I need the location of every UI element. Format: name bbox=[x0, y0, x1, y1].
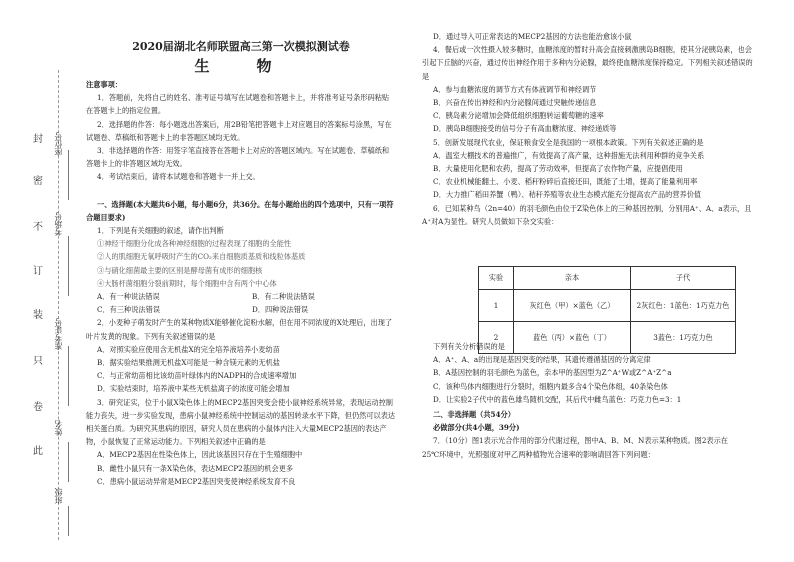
table-header: 亲本 bbox=[514, 267, 631, 290]
q6-option: D．让实验2子代中的蓝色雄鸟随机交配，其后代中雌鸟蓝色：巧克力色=3：1 bbox=[433, 394, 682, 404]
margin-char: 此 bbox=[33, 446, 43, 457]
table-header: 子代 bbox=[631, 267, 736, 290]
table-header: 实验 bbox=[479, 267, 514, 290]
note-item: 3．非选择题的作答：用签字笔直接答在答题卡上对应的答题区域内。写在试题卷、草稿纸和答题卡上的非答题区域均无效。 bbox=[86, 146, 390, 169]
table-cell: 蓝色（丙）×蓝色（丁） bbox=[514, 322, 631, 354]
q7-stem-continued: 25℃环境中，光照强度对甲乙两种植物光合速率的影响请回答下列问题： bbox=[422, 449, 655, 459]
q6-stem: 6．已知某种鸟（2n=40）的羽毛颜色由位于Z染色体上的三种基因控制，分别用A⁺、A、a表示，且A⁺对A为显性。研究人员做如下杂交实验： bbox=[422, 203, 752, 226]
note-item: 2．选择题的作答：每小题选出答案后，用2B铅笔把答题卡上对应题目的答案标号涂黑，写在试题卷、草稿纸和答题卡上的非答题区域均无效。 bbox=[86, 119, 392, 142]
q2-option: D．实验结束时，培养液中某些无机盐离子的浓度可能会增加 bbox=[97, 384, 290, 394]
q2-option: C．与正常幼苗相比该幼苗叶绿体内的NADPH的合成速率增加 bbox=[97, 371, 297, 381]
q4-option: D．胰岛B细胞接受的信号分子有高血糖浓度、神经递质等 bbox=[433, 124, 617, 134]
name-field: 姓名 bbox=[54, 420, 63, 436]
q3-option-d: D．通过导入可正常表达的MECP2基因的方法也能治愈该小鼠 bbox=[433, 32, 632, 41]
q4-option: B．兴奋在传出神经和内分泌腺间通过突触传递信息 bbox=[433, 98, 597, 108]
q6-after: 下列有关分析错误的是 bbox=[433, 342, 505, 351]
right-column-lower bbox=[422, 340, 757, 461]
fill-line bbox=[68, 506, 69, 536]
q1-option-c: C．有三种说法错误 bbox=[97, 305, 161, 315]
table-cell: 3蓝色：1巧克力色 bbox=[631, 322, 736, 354]
fill-line bbox=[68, 442, 69, 482]
notes-heading: 注意事项： bbox=[86, 80, 122, 89]
admission-number-field: 准考证号 bbox=[54, 318, 63, 350]
table-row bbox=[479, 290, 736, 322]
class-field: 班级 bbox=[54, 488, 63, 504]
q5-option: D．大力推广稻田养蟹（鸭）、秸秆养殖等农业生态模式能充分提高农产品的营养价值 bbox=[433, 190, 702, 200]
margin-char: 不 bbox=[33, 222, 43, 233]
q3-option: C．患病小鼠运动异常是MECP2基因突变使神经系统发育不良 bbox=[97, 476, 296, 486]
q3-option: A．MECP2基因在性染色体上，因此该基因只存在于生殖细胞中 bbox=[97, 450, 303, 460]
q6-option: A．A⁺、A、a的出现是基因突变的结果，其遗传遵循基因的分离定律 bbox=[433, 355, 651, 365]
q1-options-row bbox=[86, 303, 396, 316]
margin-char: 卷 bbox=[33, 402, 43, 413]
binding-margin bbox=[0, 0, 80, 562]
margin-char: 订 bbox=[33, 266, 43, 277]
q1-options-row bbox=[86, 290, 396, 303]
margin-char: 封 bbox=[33, 134, 43, 145]
table-header-row bbox=[479, 267, 736, 290]
table-cell: 2 bbox=[479, 322, 514, 354]
margin-char: 装 bbox=[33, 310, 43, 321]
q2-option: B．据实验结果推测无机盐X可能是一种含镁元素的无机盐 bbox=[97, 358, 280, 368]
exam-room-field: 考场号 bbox=[54, 212, 63, 236]
q3-option: B．雌性小鼠只有一条X染色体，表达MECP2基因的机会更多 bbox=[97, 463, 294, 473]
note-item: 4．考试结束后，请将本试题卷和答题卡一并上交。 bbox=[97, 172, 260, 182]
q1-option-d: D．四种说法错误 bbox=[252, 305, 309, 315]
fill-line bbox=[68, 150, 69, 200]
fill-line bbox=[68, 346, 69, 406]
fill-line bbox=[68, 236, 69, 296]
q1-statement: ③与硝化细菌最主要的区别是酵母菌有成形的细胞核 bbox=[97, 265, 263, 275]
q1-option-a: A．有一种说法错误 bbox=[97, 292, 160, 302]
q5-option: B．大量使用化肥和农药，提高了劳动效率，但提高了农作物产量，应提倡使用 bbox=[433, 164, 683, 174]
q1-stem: 1．下列是有关细胞的叙述，请作出判断 bbox=[97, 226, 224, 236]
q1-statement: ②人的肌细胞无氧呼吸时产生的CO₂来自细胞质基质和线粒体基质 bbox=[97, 252, 306, 262]
q1-statement: ④大肠杆菌细胞分裂前期时，每个细胞中含有两个中心体 bbox=[97, 278, 277, 288]
subject-title: 生 物 bbox=[194, 57, 288, 75]
q6-option: C．该种鸟体内细胞进行分裂时，细胞内最多含4个染色体组，40条染色体 bbox=[433, 381, 668, 391]
left-column bbox=[86, 78, 396, 488]
note-item: 1．答题前，先将自己的姓名、准考证号填写在试题卷和答题卡上，并将准考证号条形码粘贴在答题卡上的指定位置。 bbox=[86, 93, 390, 116]
q3-stem: 3．研究证实，位于小鼠X染色体上的MECP2基因突变会使小鼠神经系统异常，表现运动控制能力丧失，进一步实验发现，患病小鼠神经系统中控制运动的基因转录水平下降，但仍然可以表达相关蛋白质。为研究其患病的原因，研究人员在患病的小鼠体内注入大量MECP2基因的表达产物，小鼠恢复了正常运动能力。下列相关叙述中正确的是 bbox=[86, 397, 396, 447]
table-cell: 2灰红色：1蓝色：1巧克力色 bbox=[631, 290, 736, 322]
table-cell: 1 bbox=[479, 290, 514, 322]
margin-char: 只 bbox=[33, 356, 43, 367]
margin-char: 密 bbox=[33, 176, 43, 187]
q2-stem: 2．小麦种子萌发时产生的某种物质X能够催化淀粉水解，但在用不同浓度的X处理后，出现了叶片发黄的现象。下列有关叙述错误的是 bbox=[86, 318, 393, 341]
section1-heading: 一、选择题(本大题共6小题，每小题6分，共36分。在每小题给出的四个选项中，只有一项符合题目要求) bbox=[86, 199, 394, 222]
q5-stem: 5．创新发展现代农业，保证粮食安全是我国的一项根本政策。下列有关叙述正确的是 bbox=[433, 137, 704, 147]
q7-stem: 7．（10分）图1表示光合作用的部分代谢过程，图中A、B、M、N表示某种物质。图2表示在 bbox=[433, 436, 728, 446]
right-column bbox=[422, 30, 757, 228]
exam-title: 2020届湖北名师联盟高三第一次模拟测试卷 bbox=[132, 40, 350, 53]
q5-option: A．温室大棚技术的普遍推广，有效提高了高产量，这种措施无法利用种群的竞争关系 bbox=[433, 150, 705, 160]
q1-option-b: B．有二种说法错误 bbox=[252, 292, 315, 302]
q4-option: C．胰岛素分泌增加会降低组织细胞转运葡萄糖的速率 bbox=[433, 111, 604, 121]
q5-option: C．农业机械能翻土、小麦、稻秆粉碎后直接还田，既能了土增，提高了能量利用率 bbox=[433, 177, 698, 187]
q6-option: B．A基因控制的羽毛颜色为蓝色，亲本甲的基因型为Z^A⁺W或Z^A⁺Z^a bbox=[433, 368, 672, 378]
q4-stem: 4．餐后或一次性摄入较多糖时，血糖浓度的暂时升高会直接刺激胰岛B细胞，使其分泌胰岛素，也会引起下丘脑的兴奋，通过传出神经作用于多种内分泌腺，最终使血糖浓度保持稳定。下列相关叙述错误的是 bbox=[422, 45, 753, 81]
table-cell: 灰红色（甲）×蓝色（乙） bbox=[514, 290, 631, 322]
q2-option: A．对照实验应使用含无机盐X的完全培养液培养小麦幼苗 bbox=[97, 344, 280, 354]
section2-subheading: 必做部分(共4小题，39分) bbox=[433, 423, 520, 433]
q4-option: A．参与血糖浓度的调节方式有体液调节和神经调节 bbox=[433, 84, 597, 94]
q1-statement: ①神经干细胞分化成各种神经细胞的过程表现了细胞的全能性 bbox=[97, 239, 292, 249]
section2-heading: 二、非选择题（共54分） bbox=[433, 410, 515, 420]
seat-number-field: 座位号 bbox=[54, 132, 63, 156]
